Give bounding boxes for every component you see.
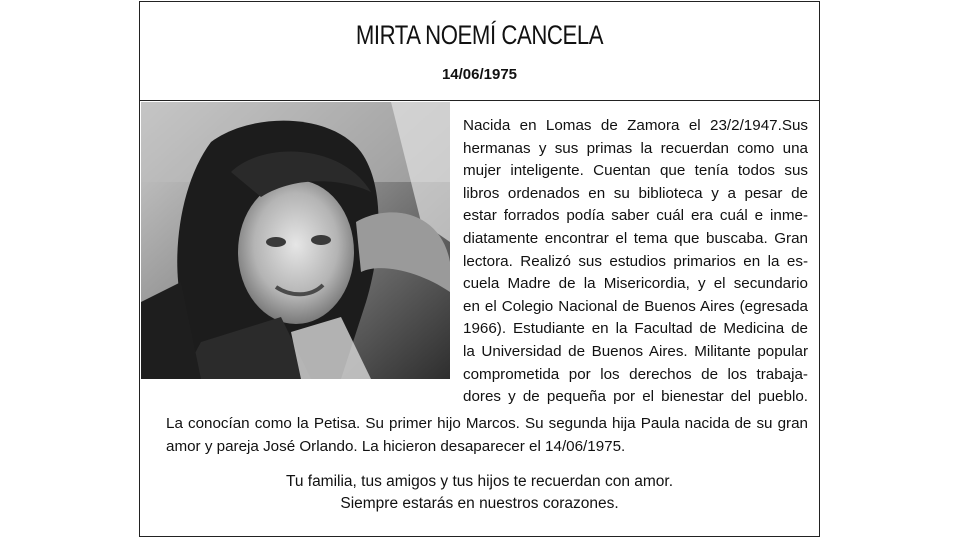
closing-line: Siempre estarás en nuestros corazones. — [340, 495, 619, 512]
bio-line: lectora. Realizó sus estudios primarios en la es- — [463, 252, 808, 270]
bio-line: en el Colegio Nacional de Buenos Aires (egresada — [463, 297, 808, 315]
bio-line: hermanas y sus primas la recuerdan como una — [463, 139, 808, 157]
bio-line: libros ordenados en su biblioteca y a pesar de — [463, 184, 808, 202]
bio-line: cuela Madre de la Misericordia, y el secundario — [463, 275, 808, 293]
portrait-photo — [141, 102, 450, 379]
bio-line: dores y de pequeña por el bienestar del pueblo. — [463, 388, 808, 406]
biography-side — [463, 115, 808, 409]
biography-full — [166, 413, 808, 458]
bio-line: comprometida por los derechos de los trabaja- — [463, 365, 808, 383]
bio-line: estar forrados podía saber cuál era cuál e inme- — [463, 207, 808, 225]
bio-line: mujer inteligente. Cuentan que tenía todos sus — [463, 162, 808, 180]
bio-line: La conocían como la Petisa. Su primer hijo Marcos. Su segunda hija Paula nacida de su gran — [166, 415, 808, 432]
person-name: MIRTA NOEMÍ CANCELA — [355, 20, 604, 50]
bio-line: 1966). Estudiante en la Facultad de Medicina de — [463, 320, 808, 338]
memorial-notice — [139, 1, 820, 537]
closing-message — [140, 471, 819, 515]
bio-line: diatamente encontrar el tema que buscaba. Gran — [463, 229, 808, 247]
closing-line: Tu familia, tus amigos y tus hijos te recuerdan con amor. — [285, 473, 674, 490]
notice-header — [140, 2, 819, 101]
bio-line: amor y pareja José Orlando. La hicieron desaparecer el 14/06/1975. — [166, 437, 626, 455]
disappearance-date: 14/06/1975 — [441, 66, 518, 83]
bio-line: la Universidad de Buenos Aires. Militante popular — [463, 342, 808, 360]
bio-line: Nacida en Lomas de Zamora el 23/2/1947.Sus — [463, 117, 808, 134]
